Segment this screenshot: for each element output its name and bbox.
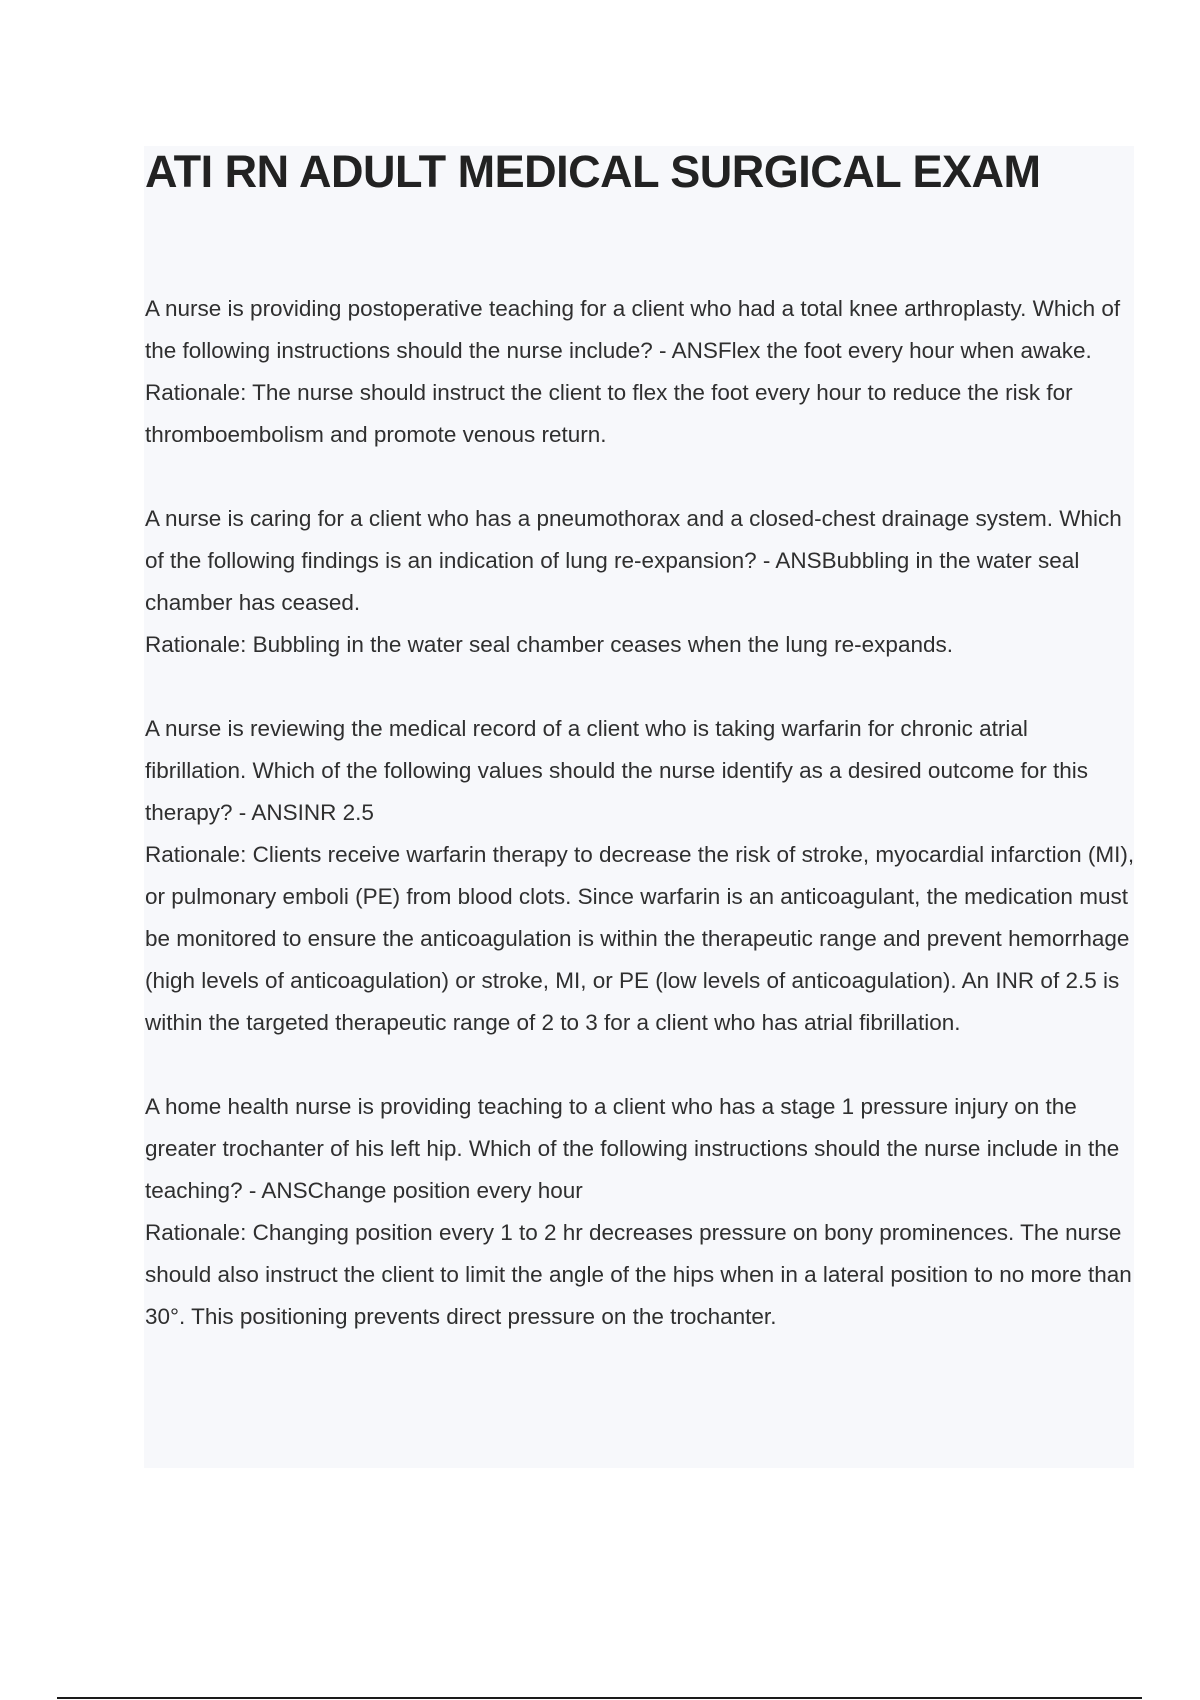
rationale: Rationale: Bubbling in the water seal chamber ceases when the lung re-expands. (145, 632, 953, 657)
qa-item-pneumothorax (145, 498, 1135, 666)
rationale: Rationale: Clients receive warfarin therapy to decrease the risk of stroke, myocardial infarction (MI), or pulmonary emboli (PE) from blood clots. Since warfarin is an anticoagulant, the medication must be monitored to ensure the anticoagulation is within the therapeutic range and prevent hemorrhage (high levels of anticoagulation) or stroke, MI, or PE (low levels of anticoagulation). An INR of 2.5 is within the targeted therapeutic range of 2 to 3 for a client who has atrial fibrillation. (145, 842, 1135, 1035)
question-answer: A nurse is caring for a client who has a pneumothorax and a closed-chest drainage system. Which of the following findings is an indication of lung re-expansion? - ANSBubbling in the water seal chamber has ceased. (145, 506, 1122, 615)
rationale: Rationale: The nurse should instruct the client to flex the foot every hour to reduce the risk for thromboembolism and promote venous return. (145, 380, 1073, 447)
question-answer: A nurse is reviewing the medical record of a client who is taking warfarin for chronic atrial fibrillation. Which of the following values should the nurse identify as a desired outcome for this therapy? - ANSINR 2.5 (145, 716, 1089, 825)
rationale: Rationale: Changing position every 1 to 2 hr decreases pressure on bony prominences. The nurse should also instruct the client to limit the angle of the hips when in a lateral position to no more than 30°. This positioning prevents direct pressure on the trochanter. (145, 1220, 1132, 1329)
document-title: ATI RN ADULT MEDICAL SURGICAL EXAM (145, 146, 1041, 197)
qa-item-pressure-injury (145, 1086, 1135, 1338)
page-bottom-divider (57, 1697, 1142, 1699)
question-answer: A home health nurse is providing teaching to a client who has a stage 1 pressure injury on the greater trochanter of his left hip. Which of the following instructions should the nurse include in the teaching? - ANSChange position every hour (145, 1094, 1120, 1203)
qa-list (145, 288, 1135, 1380)
question-answer: A nurse is providing postoperative teaching for a client who had a total knee arthroplasty. Which of the following instructions should the nurse include? - ANSFlex the foot every hour when awake. (145, 296, 1121, 363)
qa-item-warfarin (145, 708, 1135, 1044)
qa-item-knee-arthroplasty (145, 288, 1135, 456)
